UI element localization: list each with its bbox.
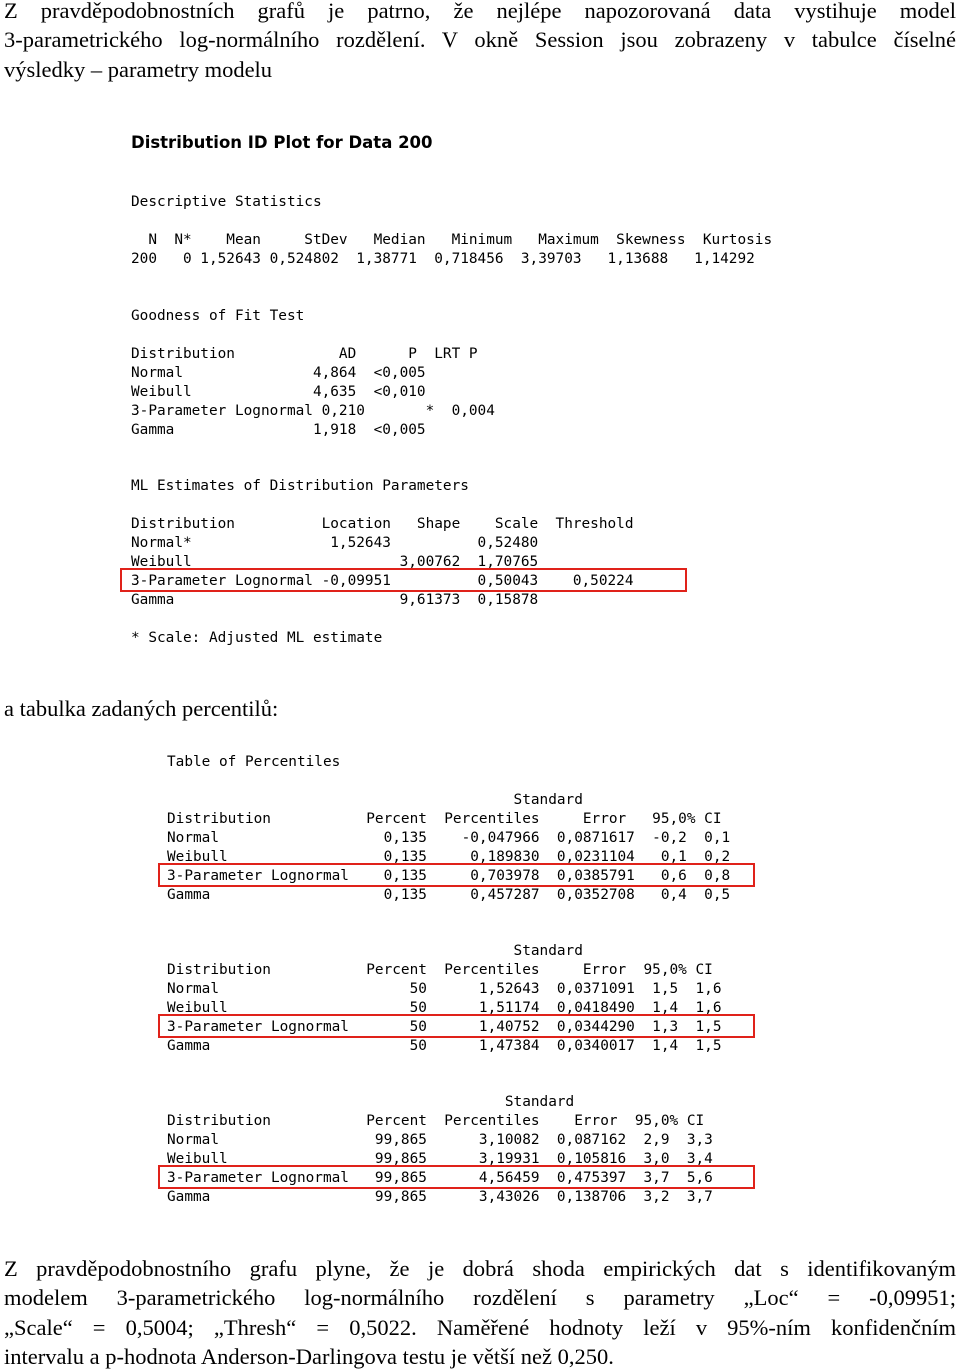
- percentiles-row: 3-Parameter Lognormal 0,135 0,703978 0,0385791 0,6 0,8: [167, 868, 731, 884]
- percentiles-header-standard: Standard: [167, 792, 583, 808]
- ml-lognormal-highlight: [120, 568, 687, 592]
- percentiles-header: Distribution Percent Percentiles Error 95,0% CI: [167, 811, 722, 827]
- descriptive-heading: Descriptive Statistics: [131, 194, 322, 210]
- percentiles-heading: Table of Percentiles: [167, 754, 341, 770]
- percentiles-row: Normal 99,865 3,10082 0,087162 2,9 3,3: [167, 1132, 713, 1148]
- descriptive-header: N N* Mean StDev Median Minimum Maximum Skewness Kurtosis: [131, 232, 773, 248]
- ml-row: Weibull 3,00762 1,70765: [131, 554, 539, 570]
- ml-footnote: * Scale: Adjusted ML estimate: [131, 630, 383, 646]
- percentiles-header-standard: Standard: [167, 943, 583, 959]
- intro-line: 3-parametrického log-normálního rozdělení. V okně Session jsou zobrazeny v tabulce číselné: [4, 27, 956, 53]
- ml-header: Distribution Location Shape Scale Threshold: [131, 516, 634, 532]
- percentiles-row: 3-Parameter Lognormal 99,865 4,56459 0,475397 3,7 5,6: [167, 1170, 713, 1186]
- intro-line: Z pravděpodobnostních grafů je patrno, že nejlépe napozorovaná data vystihuje model: [4, 0, 956, 23]
- ml-row: Normal* 1,52643 0,52480: [131, 535, 539, 551]
- gof-row: Weibull 4,635 <0,010: [131, 384, 426, 400]
- conclusion-line: „Scale“ = 0,5004; „Thresh“ = 0,5022. Naměřené hodnoty leží v 95%-ním konfidenčním: [4, 1314, 956, 1340]
- conclusion-line: modelem 3-parametrického log-normálního rozdělení s parametry „Loc“ = -0,09951;: [4, 1285, 956, 1311]
- ml-heading: ML Estimates of Distribution Parameters: [131, 478, 469, 494]
- percentiles-header: Distribution Percent Percentiles Error 95,0% CI: [167, 962, 713, 978]
- gof-row: 3-Parameter Lognormal 0,210 * 0,004: [131, 403, 495, 419]
- gof-row: Gamma 1,918 <0,005: [131, 422, 426, 438]
- gof-heading: Goodness of Fit Test: [131, 308, 305, 324]
- conclusion-line: Z pravděpodobnostního grafu plyne, že je dobrá shoda empirických dat s identifikovaným: [4, 1256, 956, 1281]
- percentiles-row: 3-Parameter Lognormal 50 1,40752 0,0344290 1,3 1,5: [167, 1019, 722, 1035]
- percentiles-intro: [4, 694, 956, 723]
- session-title: Distribution ID Plot for Data 200: [131, 133, 433, 152]
- percentiles-row: Gamma 0,135 0,457287 0,0352708 0,4 0,5: [167, 887, 731, 903]
- percentiles-row: Normal 50 1,52643 0,0371091 1,5 1,6: [167, 981, 722, 997]
- gof-row: Normal 4,864 <0,005: [131, 365, 426, 381]
- percentiles-header: Distribution Percent Percentiles Error 95,0% CI: [167, 1113, 705, 1129]
- intro-line: výsledky – parametry modelu: [4, 56, 273, 82]
- ml-row: 3-Parameter Lognormal -0,09951 0,50043 0,50224: [131, 573, 634, 589]
- percentiles-row: Weibull 0,135 0,189830 0,0231104 0,1 0,2: [167, 849, 731, 865]
- percentiles-lognormal-highlight: [158, 863, 755, 887]
- percentiles-row: Weibull 99,865 3,19931 0,105816 3,0 3,4: [167, 1151, 713, 1167]
- percentiles-row: Gamma 99,865 3,43026 0,138706 3,2 3,7: [167, 1189, 713, 1205]
- percentiles-row: Weibull 50 1,51174 0,0418490 1,4 1,6: [167, 1000, 722, 1016]
- percentiles-lognormal-highlight: [158, 1165, 755, 1189]
- conclusion-paragraph: [4, 1254, 956, 1371]
- ml-row: Gamma 9,61373 0,15878: [131, 592, 539, 608]
- percentiles-row: Normal 0,135 -0,047966 0,0871617 -0,2 0,1: [167, 830, 731, 846]
- percentiles-lognormal-highlight: [158, 1014, 755, 1038]
- percentiles-header-standard: Standard: [167, 1094, 575, 1110]
- gof-header: Distribution AD P LRT P: [131, 346, 478, 362]
- conclusion-line: intervalu a p-hodnota Anderson-Darlingova testu je větší než 0,250.: [4, 1343, 614, 1369]
- descriptive-row: 200 0 1,52643 0,524802 1,38771 0,718456 3,39703 1,13688 1,14292: [131, 251, 755, 267]
- intro-paragraph: [4, 0, 956, 84]
- percentiles-row: Gamma 50 1,47384 0,0340017 1,4 1,5: [167, 1038, 722, 1054]
- percentiles-intro-line: a tabulka zadaných percentilů:: [4, 696, 279, 721]
